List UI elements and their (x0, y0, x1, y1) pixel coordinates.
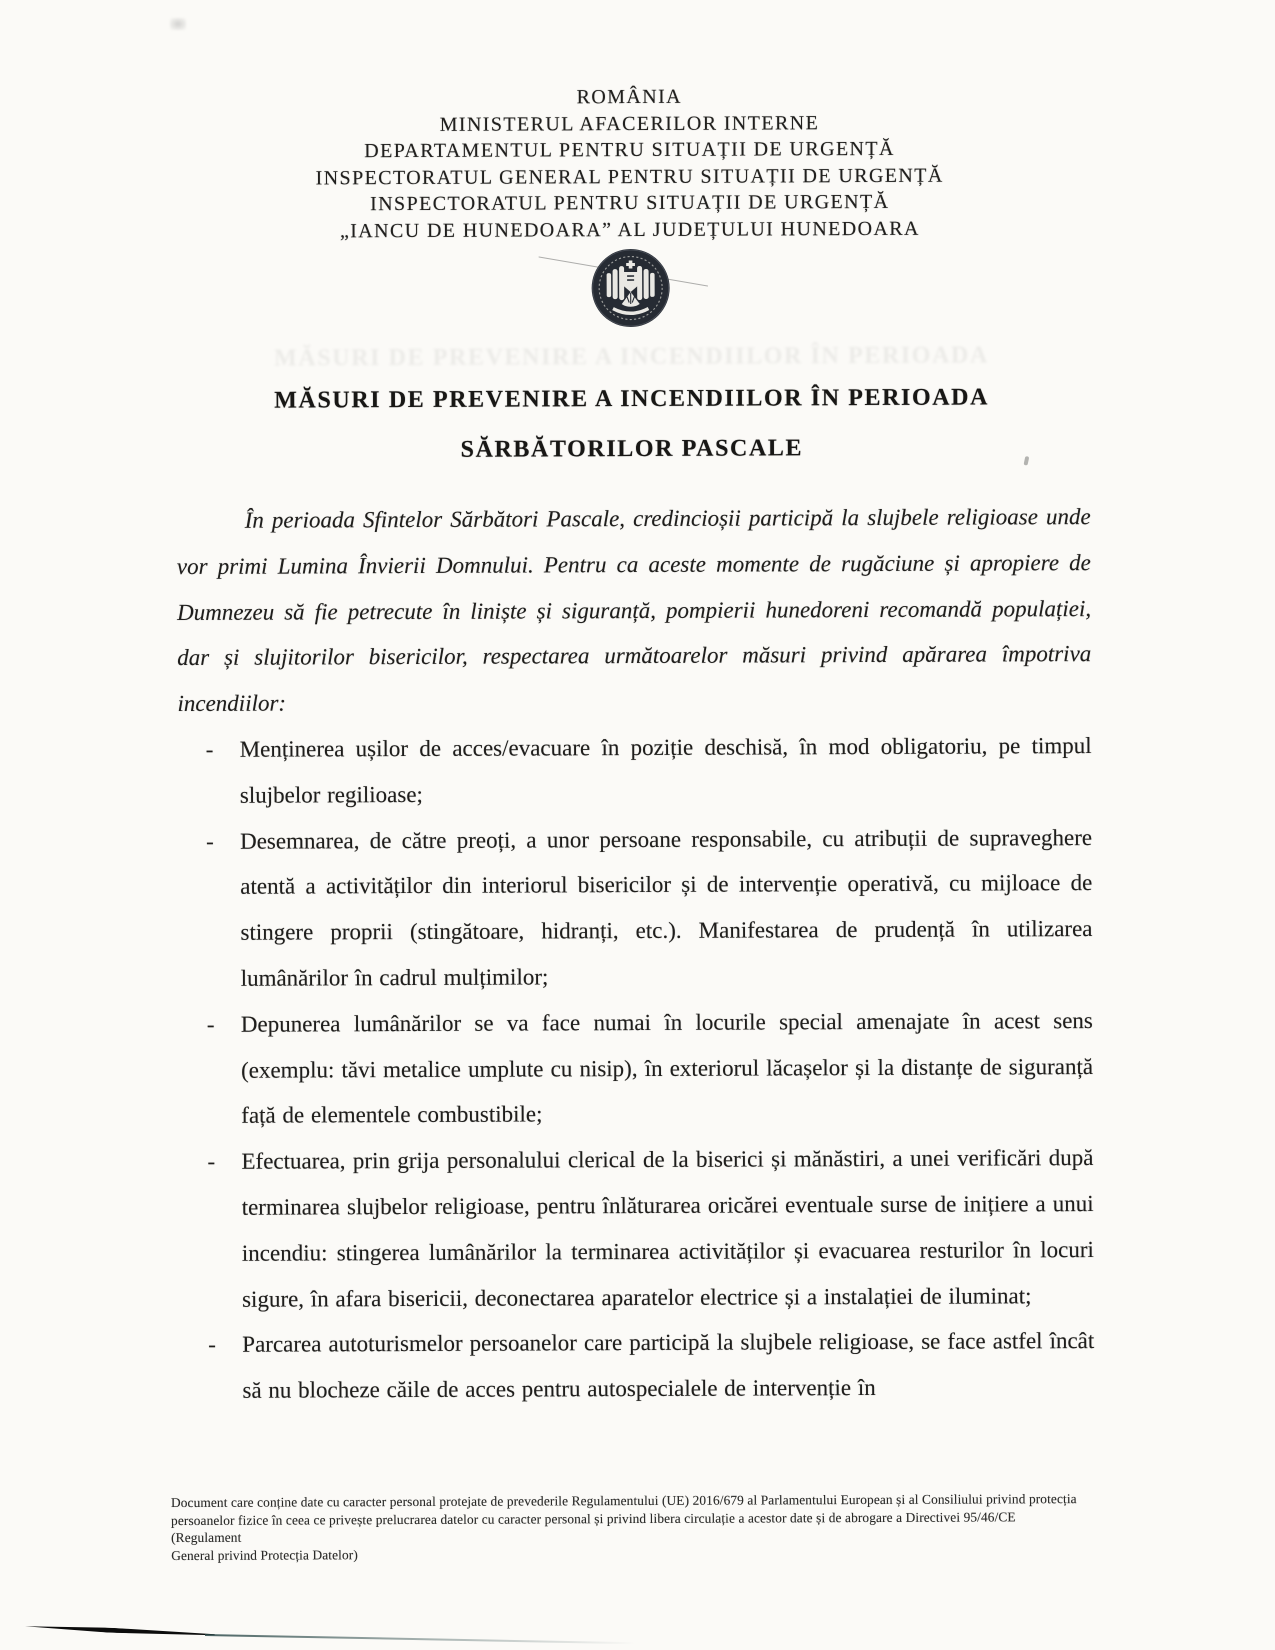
footnote-line: General privind Protecția Datelor) (171, 1547, 358, 1563)
eagle-coat-of-arms-seal-icon (589, 247, 671, 329)
dash-bullet-marker: - (208, 1332, 216, 1358)
footnote-line: persoanelor fizice în ceea ce privește prelucrarea datelor cu caracter personal și privind libera circulație a acestor date și de abrogare a Directivei 95/46/CE (Regulament (170, 1508, 1016, 1546)
measure-text-candles: Depunerea lumânărilor se va face numai în locurile special amenajate în acest sens (exemplu: tăvi metalice umplute cu nisip), în exteriorul lăcașelor și la distanțe de siguranță față de elementele combustibile; (240, 1007, 1094, 1129)
document-title (0, 371, 1265, 477)
measure-list (178, 723, 1095, 1414)
letterhead-line-county: „IANCU DE HUNEDOARA” AL JUDEȚULUI HUNEDOARA (339, 217, 920, 242)
measure-text-doors: Menținerea ușilor de acces/evacuare în poziție deschisă, în mod obligatoriu, pe timpul slujbelor regilioase; (239, 733, 1092, 808)
document-title-line-1: MĂSURI DE PREVENIRE A INCENDIILOR ÎN PERIOADA (274, 384, 990, 414)
letterhead-line-inspectorate: INSPECTORATUL PENTRU SITUAȚII DE URGENȚĂ (370, 190, 890, 216)
gdpr-footnote (171, 1490, 1079, 1564)
letterhead-line-country: ROMÂNIA (576, 85, 683, 109)
list-item (179, 998, 1094, 1139)
letterhead-line-department: DEPARTAMENTUL PENTRU SITUAȚII DE URGENȚĂ (364, 137, 895, 163)
title-bleed-ghost: MĂSURI DE PREVENIRE A INCENDIILOR ÎN PERIOADA (274, 342, 989, 372)
dash-bullet-marker: - (206, 1011, 215, 1037)
list-item (180, 1318, 1094, 1414)
document-body (177, 494, 1095, 1414)
footnote-line: Document care conține date cu caracter personal protejate de prevederile Regulamentului (UE) 2016/679 al Parlamentului European și al Consiliului privind protecția (170, 1491, 1077, 1511)
document-title-line-2: SĂRBĂTORILOR PASCALE (460, 435, 804, 463)
dash-bullet-marker: - (207, 1149, 216, 1175)
letterhead-line-general-inspectorate: INSPECTORATUL GENERAL PENTRU SITUAȚII DE URGENȚĂ (315, 164, 944, 189)
letterhead-line-ministry: MINISTERUL AFACERILOR INTERNE (439, 111, 820, 136)
dash-bullet-marker: - (206, 828, 214, 854)
intro-paragraph: În perioada Sfintelor Sărbători Pascale, credincioșii participă la slujbele religioase unde vor primi Lumina Învierii Domnului. Pentru ca aceste momente de rugăciune și apropiere de Dumnezeu să fie petrecute în liniște și siguranță, pompierii hunedoreni recomandă populației, dar și slujitorilor bisericilor, respectarea următoarelor măsuri privind apărarea împotriva incendiilor: (176, 504, 1092, 717)
measure-text-parking: Parcarea autoturismelor persoanelor care participă la slujbele religioase, se face astfel încât să nu blocheze căile de acces pentru autospecialele de intervenție în (242, 1328, 1095, 1403)
measure-text-supervision: Desemnarea, de către preoți, a unor persoane responsabile, cu atribuții de supraveghere atentă a activităților din interiorul bisericilor și de intervenție operativă, cu mijloace de stingere proprii (stingătoare, hidranți, etc.). Manifestarea de prudență în utilizarea lumânărilor în cadrul mulțimilor; (240, 824, 1093, 991)
list-item (179, 1135, 1094, 1322)
measure-text-verification: Efectuarea, prin grija personalului clerical de la biserici și mănăstiri, a unei verificări după terminarea slujbelor religioase, pentru înlăturarea oricărei eventuale surse de inițiere a unui incendiu: stingerea lumânărilor la terminarea activităților și evacuarea resturilor în locuri sigure, în afara bisericii, deconectarea aparatelor electrice și a instalației de iluminat; (241, 1145, 1094, 1312)
list-item (178, 815, 1093, 1002)
letterhead (0, 81, 1262, 246)
list-item (178, 723, 1092, 819)
scan-smudge (170, 18, 186, 30)
dash-bullet-marker: - (205, 736, 214, 762)
